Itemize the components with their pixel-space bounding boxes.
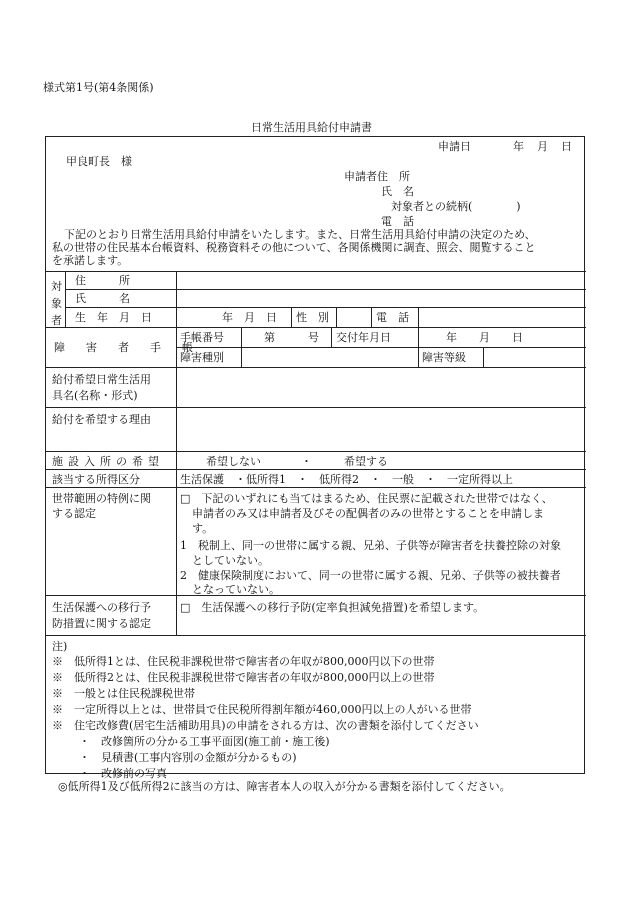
applicant-relation-label[interactable]: 対象者との続柄( ) <box>391 200 521 213</box>
application-date-year[interactable]: 年 <box>513 140 524 153</box>
note-sub-item: ・ 見積書(工事内容別の金額が分かるもの) <box>79 751 297 764</box>
note-sub-item: ・ 改修箇所の分かる工事平面図(施工前・施工後) <box>79 735 330 748</box>
applicant-name-label[interactable]: 氏 名 <box>381 185 414 198</box>
transition-checkbox[interactable]: □ 生活保護への移行予防(定率負担減免措置)を希望します。 <box>180 601 485 614</box>
disability-type-label: 障害種別 <box>180 351 224 364</box>
application-date-month[interactable]: 月 <box>537 140 548 153</box>
transition-label-line1: 生活保護への移行予 <box>52 601 151 614</box>
transition-label-line2: 防措置に関する認定 <box>52 617 151 630</box>
issue-date-label: 交付年月日 <box>336 331 391 344</box>
facility-option-yes[interactable]: 希望する <box>344 455 388 468</box>
form-number: 様式第1号(第4条関係) <box>43 81 154 94</box>
note-item: ※ 一般とは住民税課税世帯 <box>52 687 195 700</box>
footer-note: ◎低所得1及び低所得2に該当の方は、障害者本人の収入が分かる書類を添付してください。 <box>58 780 511 793</box>
notes-header: 注) <box>52 640 68 653</box>
consent-text-line2: 私の世帯の住民基本台帳資料、税務資料その他について、各関係機関に調査、照会、閲覧すること <box>52 241 536 254</box>
subject-gender-label: 性 別 <box>296 311 329 324</box>
note-sub-item: ・ 改修前の写真 <box>79 767 167 780</box>
income-category-label: 該当する所得区分 <box>52 473 140 486</box>
application-form <box>45 121 585 780</box>
applicant-address-label[interactable]: 申請者住 所 <box>344 170 410 183</box>
requested-item-label-line2: 具名(名称・形式) <box>52 389 138 402</box>
facility-option-separator: ・ <box>301 455 312 468</box>
household-checkbox-line1[interactable]: □ 下記のいずれにも当てはまるため、住民票に記載された世帯ではなく、 <box>180 492 553 505</box>
application-date-day[interactable]: 日 <box>561 140 572 153</box>
subject-group-char-2: 象 <box>51 297 62 310</box>
issue-date-value[interactable]: 年 月 日 <box>446 331 523 344</box>
reason-label: 給付を希望する理由 <box>52 413 151 426</box>
household-condition-2-line2: となっていない。 <box>192 583 280 596</box>
income-category-options[interactable]: 生活保護 ・低所得1 ・ 低所得2 ・ 一般 ・ 一定所得以上 <box>180 473 513 486</box>
household-condition-1-line1: 1 税制上、同一の世帯に属する親、兄弟、子供等が障害者を扶養控除の対象 <box>180 539 561 552</box>
facility-label: 施設入所の希望 <box>52 455 164 468</box>
subject-group-char-1: 対 <box>51 280 62 293</box>
subject-birth-value[interactable]: 年 月 日 <box>222 311 277 324</box>
household-label-line2: する認定 <box>52 507 96 520</box>
disability-book-label: 障 害 者 手 帳 <box>54 341 198 354</box>
subject-phone-label: 電 話 <box>376 311 409 324</box>
household-checkbox-line3: す。 <box>192 522 214 535</box>
household-checkbox-line2: 申請者のみ又は申請者及びその配偶者のみの世帯とすることを申請しま <box>192 507 544 520</box>
book-number-value[interactable]: 第 号 <box>264 331 319 344</box>
note-item: ※ 一定所得以上とは、世帯員で住民税所得割年額が460,000円以上の人がいる世帯 <box>52 703 472 716</box>
facility-option-no[interactable]: 希望しない <box>206 455 261 468</box>
applicant-phone-label[interactable]: 電 話 <box>381 215 414 228</box>
form-title: 日常生活用具給付申請書 <box>251 121 372 134</box>
household-label-line1: 世帯範囲の特例に関 <box>52 492 151 505</box>
subject-name-label: 氏 名 <box>75 292 130 305</box>
note-item: ※ 低所得2とは、住民税非課税世帯で障害者の年収が800,000円以上の世帯 <box>52 671 435 684</box>
application-date-label: 申請日 <box>438 140 471 153</box>
household-condition-1-line2: としていない。 <box>192 554 269 567</box>
consent-text-line3: を承諾します。 <box>52 254 129 267</box>
requested-item-label-line1: 給付希望日常生活用 <box>52 373 151 386</box>
addressee: 甲良町長 様 <box>66 155 132 168</box>
book-number-label: 手帳番号 <box>180 331 224 344</box>
household-condition-2-line1: 2 健康保険制度において、同一の世帯に属する親、兄弟、子供等の被扶養者 <box>180 569 561 582</box>
subject-group-char-3: 者 <box>51 314 62 327</box>
subject-address-label: 住 所 <box>75 274 130 287</box>
subject-birth-label: 生 年 月 日 <box>75 311 152 324</box>
note-item: ※ 低所得1とは、住民税非課税世帯で障害者の年収が800,000円以下の世帯 <box>52 655 435 668</box>
disability-grade-label: 障害等級 <box>422 351 466 364</box>
note-item: ※ 住宅改修費(居宅生活補助用具)の申請をされる方は、次の書類を添付してください <box>52 719 479 732</box>
consent-text-line1: 下記のとおり日常生活用具給付申請をいたします。また、日常生活用具給付申請の決定のため、 <box>64 228 536 241</box>
